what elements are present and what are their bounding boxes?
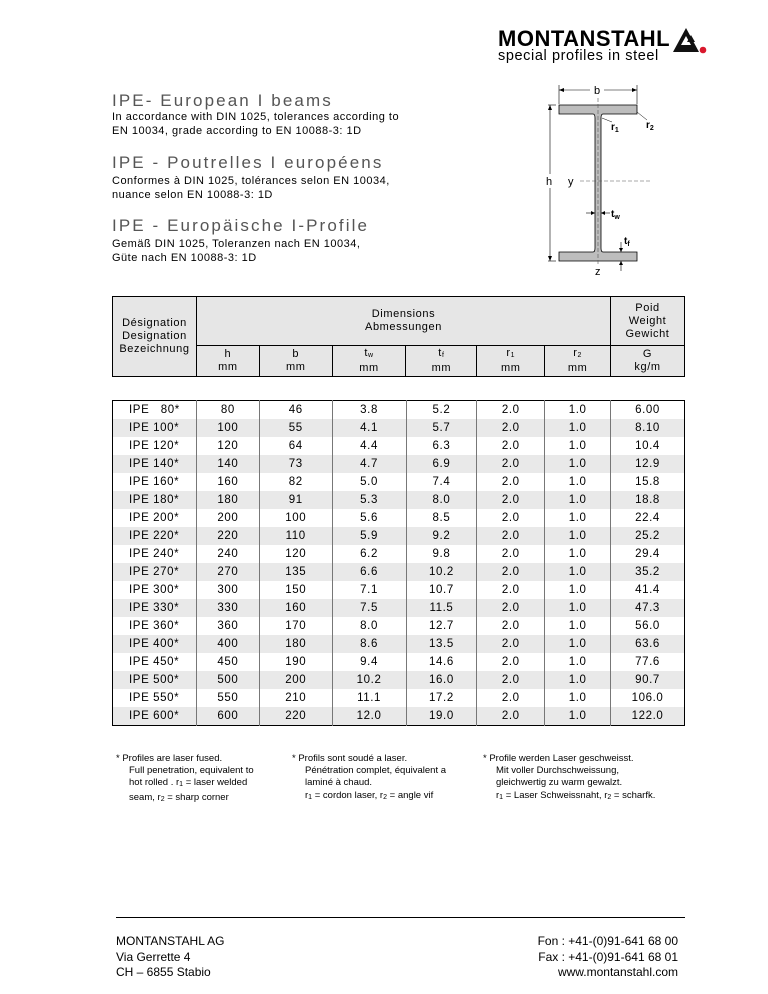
title-english: IPE- European I beams <box>112 91 333 110</box>
table-cell: 400 <box>196 635 259 653</box>
table-cell: 1.0 <box>545 599 611 617</box>
table-cell: 2.0 <box>477 617 545 635</box>
table-cell: 1.0 <box>545 635 611 653</box>
table-cell: 22.4 <box>611 509 685 527</box>
column-header: $t_f$ mm <box>406 346 477 377</box>
table-cell: 160 <box>196 473 259 491</box>
column-header: b mm <box>259 346 332 377</box>
designation-cell: IPE 330* <box>113 599 197 617</box>
table-cell: 10.2 <box>406 563 477 581</box>
table-cell: 8.0 <box>406 491 477 509</box>
table-cell: 1.0 <box>545 581 611 599</box>
table-row <box>113 671 685 689</box>
footnote-german <box>483 753 655 804</box>
dimensions-header: Dimensions Abmessungen <box>196 297 610 346</box>
footnote-line: hot rolled . $r_1$ = laser welded <box>129 777 248 789</box>
table-cell: 80 <box>196 401 259 420</box>
table-cell: 91 <box>259 491 332 509</box>
table-cell: 8.5 <box>406 509 477 527</box>
website-link[interactable]: www.montanstahl.com <box>557 965 678 979</box>
footnote-line: Mit voller Durchschweissung, <box>496 765 620 777</box>
table-cell: 46 <box>259 401 332 420</box>
designation-cell: IPE 500* <box>113 671 197 689</box>
description-german <box>112 237 360 265</box>
table-cell: 15.8 <box>611 473 685 491</box>
table-cell: 8.0 <box>332 617 406 635</box>
footnote-french <box>292 753 446 804</box>
table-cell: 10.4 <box>611 437 685 455</box>
table-cell: 11.5 <box>406 599 477 617</box>
table-cell: 122.0 <box>611 707 685 726</box>
table-cell: 10.7 <box>406 581 477 599</box>
table-cell: 2.0 <box>477 527 545 545</box>
table-cell: 14.6 <box>406 653 477 671</box>
table-row <box>113 419 685 437</box>
designation-cell: IPE 600* <box>113 707 197 726</box>
table-cell: 180 <box>196 491 259 509</box>
table-cell: 100 <box>259 509 332 527</box>
table-cell: 200 <box>259 671 332 689</box>
label-r2: $r_2$ <box>646 120 654 132</box>
table-cell: 2.0 <box>477 509 545 527</box>
table-row <box>113 509 685 527</box>
label-b: b <box>593 85 601 97</box>
table-cell: 2.0 <box>477 707 545 726</box>
table-cell: 8.10 <box>611 419 685 437</box>
table-cell: 29.4 <box>611 545 685 563</box>
table-row <box>113 473 685 491</box>
table-cell: 35.2 <box>611 563 685 581</box>
table-row <box>113 563 685 581</box>
table-cell: 18.8 <box>611 491 685 509</box>
designation-cell: IPE 400* <box>113 635 197 653</box>
table-cell: 11.1 <box>332 689 406 707</box>
table-cell: 55 <box>259 419 332 437</box>
ipe-profiles-table <box>112 400 685 726</box>
table-row <box>113 437 685 455</box>
column-header: G kg/m <box>611 346 685 377</box>
table-cell: 82 <box>259 473 332 491</box>
table-cell: 7.5 <box>332 599 406 617</box>
table-cell: 200 <box>196 509 259 527</box>
table-cell: 2.0 <box>477 635 545 653</box>
table-cell: 106.0 <box>611 689 685 707</box>
table-cell: 17.2 <box>406 689 477 707</box>
table-cell: 1.0 <box>545 563 611 581</box>
designation-cell: IPE 450* <box>129 656 180 668</box>
table-cell: 41.4 <box>611 581 685 599</box>
logo-tagline: special profiles in steel <box>498 48 659 64</box>
table-cell: 1.0 <box>545 653 611 671</box>
designation-cell: IPE 270* <box>113 563 197 581</box>
designation-cell: IPE 100* <box>113 419 197 437</box>
table-cell: 1.0 <box>545 545 611 563</box>
table-cell: 1.0 <box>545 401 611 420</box>
footnote-english <box>116 753 254 806</box>
table-cell: 240 <box>196 545 259 563</box>
footer-divider <box>116 917 685 918</box>
table-cell: 330 <box>196 599 259 617</box>
table-cell: 170 <box>259 617 332 635</box>
table-cell: 6.3 <box>406 437 477 455</box>
table-cell: 1.0 <box>545 419 611 437</box>
logo-mark-icon <box>673 26 707 56</box>
table-cell: 1.0 <box>545 617 611 635</box>
description-english <box>112 110 399 138</box>
description-line: EN 10034, grade according to EN 10088-3: 1D <box>112 125 362 137</box>
footnote-line: * Profiles are laser fused. <box>116 753 223 764</box>
footnote-line: laminé à chaud. <box>305 777 373 789</box>
table-row <box>113 653 685 671</box>
footer-address <box>116 934 224 981</box>
table-cell: 12.9 <box>611 455 685 473</box>
table-cell: 12.0 <box>332 707 406 726</box>
title-german: IPE - Europäische I-Profile <box>112 216 370 235</box>
table-cell: 6.2 <box>332 545 406 563</box>
description-line: Güte nach EN 10088-3: 1D <box>112 252 257 264</box>
table-cell: 56.0 <box>611 617 685 635</box>
company-name: MONTANSTAHL AG <box>116 934 225 948</box>
table-cell: 2.0 <box>477 545 545 563</box>
footnote-line: Full penetration, equivalent to <box>129 765 254 777</box>
table-cell: 135 <box>259 563 332 581</box>
table-cell: 2.0 <box>477 401 545 420</box>
weight-header: Poid Weight Gewicht <box>611 297 685 346</box>
table-cell: 9.8 <box>406 545 477 563</box>
label-y: y <box>568 176 574 188</box>
column-header: $t_w$ mm <box>332 346 406 377</box>
designation-cell: IPE 80* <box>129 404 180 416</box>
table-cell: 47.3 <box>611 599 685 617</box>
table-row <box>113 617 685 635</box>
logo-brand: MONTANSTAHL <box>498 26 671 51</box>
table-cell: 2.0 <box>477 437 545 455</box>
footnote-line: $r_1$ = Laser Schweissnaht, $r_2$ = scharfk. <box>496 789 656 801</box>
designation-cell: IPE 360* <box>129 620 180 632</box>
table-cell: 6.6 <box>332 563 406 581</box>
table-cell: 10.2 <box>332 671 406 689</box>
table-cell: 220 <box>196 527 259 545</box>
table-cell: 9.4 <box>332 653 406 671</box>
footnote-line: gleichwertig zu warm gewalzt. <box>496 777 623 789</box>
table-cell: 25.2 <box>611 527 685 545</box>
table-cell: 5.3 <box>332 491 406 509</box>
table-cell: 160 <box>259 599 332 617</box>
table-cell: 190 <box>259 653 332 671</box>
table-row <box>113 599 685 617</box>
table-cell: 77.6 <box>611 653 685 671</box>
table-row <box>113 689 685 707</box>
table-cell: 1.0 <box>545 437 611 455</box>
designation-header: Désignation Designation Bezeichnung <box>113 297 197 377</box>
table-row <box>113 401 685 420</box>
table-row <box>113 635 685 653</box>
table-cell: 500 <box>196 671 259 689</box>
table-cell: 150 <box>259 581 332 599</box>
column-header: h mm <box>196 346 259 377</box>
designation-cell: IPE 300* <box>129 584 180 596</box>
table-cell: 1.0 <box>545 455 611 473</box>
table-cell: 64 <box>259 437 332 455</box>
table-cell: 5.9 <box>332 527 406 545</box>
table-cell: 3.8 <box>332 401 406 420</box>
title-french: IPE - Poutrelles I européens <box>112 153 384 172</box>
table-cell: 270 <box>196 563 259 581</box>
designation-cell: IPE 120* <box>129 440 180 452</box>
designation-cell: IPE 160* <box>129 476 180 488</box>
table-row <box>113 491 685 509</box>
table-cell: 1.0 <box>545 689 611 707</box>
table-cell: 1.0 <box>545 707 611 726</box>
table-cell: 4.1 <box>332 419 406 437</box>
table-cell: 600 <box>196 707 259 726</box>
table-cell: 2.0 <box>477 419 545 437</box>
table-cell: 2.0 <box>477 491 545 509</box>
table-row <box>113 455 685 473</box>
table-cell: 12.7 <box>406 617 477 635</box>
table-cell: 7.4 <box>406 473 477 491</box>
table-cell: 360 <box>196 617 259 635</box>
footnote-line: * Profile werden Laser geschweisst. <box>483 753 634 764</box>
table-cell: 2.0 <box>477 563 545 581</box>
description-french <box>112 174 390 202</box>
table-cell: 1.0 <box>545 509 611 527</box>
table-cell: 13.5 <box>406 635 477 653</box>
description-line: nuance selon EN 10088-3: 1D <box>112 189 273 201</box>
table-cell: 63.6 <box>611 635 685 653</box>
table-cell: 120 <box>196 437 259 455</box>
table-row <box>113 527 685 545</box>
table-cell: 6.9 <box>406 455 477 473</box>
designation-cell: IPE 180* <box>113 491 197 509</box>
table-cell: 2.0 <box>477 671 545 689</box>
street-address: Via Gerrette 4 <box>116 949 191 964</box>
phone-number: Fon : +41-(0)91-641 68 00 <box>537 934 678 948</box>
column-header: $r_2$ mm <box>545 346 611 377</box>
label-tw: $t_w$ <box>611 209 620 221</box>
table-cell: 1.0 <box>545 473 611 491</box>
label-z: z <box>595 266 601 277</box>
footnote-line: seam, $r_2$ = sharp corner <box>129 791 229 803</box>
table-cell: 550 <box>196 689 259 707</box>
footer-contact <box>470 934 678 981</box>
table-cell: 220 <box>259 707 332 726</box>
table-cell: 140 <box>196 455 259 473</box>
table-cell: 90.7 <box>611 671 685 689</box>
table-cell: 450 <box>196 653 259 671</box>
designation-cell: IPE 220* <box>113 527 197 545</box>
table-cell: 5.7 <box>406 419 477 437</box>
table-cell: 5.6 <box>332 509 406 527</box>
label-h: h <box>545 176 553 188</box>
table-cell: 1.0 <box>545 527 611 545</box>
table-cell: 300 <box>196 581 259 599</box>
footnote-line: $r_1$ = cordon laser, $r_2$ = angle vif <box>305 789 434 801</box>
label-tf: $t_f$ <box>624 236 630 248</box>
designation-cell: IPE 550* <box>129 692 180 704</box>
table-cell: 9.2 <box>406 527 477 545</box>
table-cell: 8.6 <box>332 635 406 653</box>
table-cell: 1.0 <box>545 491 611 509</box>
footnote-line: * Profils sont soudé a laser. <box>292 753 408 764</box>
table-cell: 2.0 <box>477 689 545 707</box>
table-cell: 110 <box>259 527 332 545</box>
table-cell: 180 <box>259 635 332 653</box>
table-cell: 210 <box>259 689 332 707</box>
table-cell: 120 <box>259 545 332 563</box>
table-cell: 2.0 <box>477 653 545 671</box>
city-address: CH – 6855 Stabio <box>116 965 211 979</box>
designation-cell: IPE 240* <box>129 548 180 560</box>
label-r1: $r_1$ <box>611 122 619 134</box>
dimensions-header-table <box>112 296 685 377</box>
description-line: Conformes à DIN 1025, tolérances selon EN 10034, <box>112 175 390 187</box>
table-cell: 4.4 <box>332 437 406 455</box>
table-cell: 2.0 <box>477 599 545 617</box>
table-cell: 16.0 <box>406 671 477 689</box>
table-cell: 73 <box>259 455 332 473</box>
i-beam-cross-section-diagram <box>540 82 670 277</box>
table-cell: 4.7 <box>332 455 406 473</box>
footnote-line: Pénétration complet, équivalent a <box>305 765 447 777</box>
table-cell: 7.1 <box>332 581 406 599</box>
column-header: $r_1$ mm <box>477 346 545 377</box>
table-cell: 5.0 <box>332 473 406 491</box>
designation-cell: IPE 140* <box>113 455 197 473</box>
table-row <box>113 545 685 563</box>
fax-number: Fax : +41-(0)91-641 68 01 <box>538 949 678 964</box>
table-cell: 2.0 <box>477 473 545 491</box>
designation-cell: IPE 200* <box>129 512 180 524</box>
table-cell: 100 <box>196 419 259 437</box>
table-cell: 19.0 <box>406 707 477 726</box>
table-cell: 2.0 <box>477 581 545 599</box>
table-cell: 2.0 <box>477 455 545 473</box>
table-cell: 1.0 <box>545 671 611 689</box>
table-cell: 5.2 <box>406 401 477 420</box>
table-row <box>113 581 685 599</box>
table-row <box>113 707 685 726</box>
description-line: In accordance with DIN 1025, tolerances according to <box>112 111 400 123</box>
table-cell: 6.00 <box>611 401 685 420</box>
description-line: Gemäß DIN 1025, Toleranzen nach EN 10034, <box>112 238 361 250</box>
